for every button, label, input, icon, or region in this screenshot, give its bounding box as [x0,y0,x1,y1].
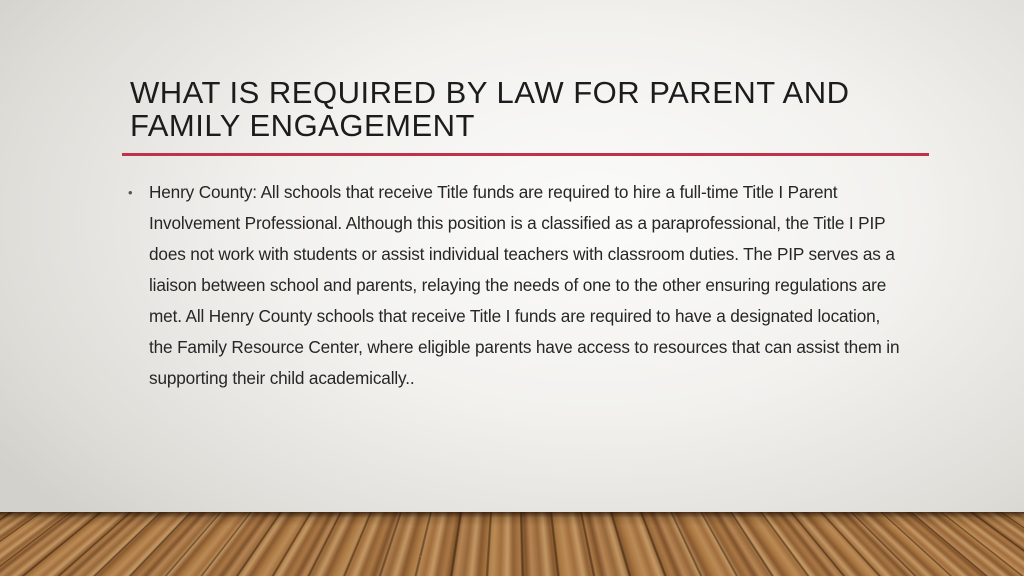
slide-title: WHAT IS REQUIRED BY LAW FOR PARENT AND FAMILY ENGAGEMENT [130,75,850,143]
title-underline [122,153,929,156]
bullet-list [128,177,908,394]
bullet-item [128,177,908,394]
bullet-icon: • [128,185,133,200]
bullet-text: Henry County: All schools that receive Title funds are required to hire a full-time Title I Parent Involvement Professional. Although this position is a classified as a paraprofessional, the Title I PIP does not work with students or assist individual teachers with classroom duties. The PIP serves as a liaison between school and parents, relaying the needs of one to the other ensuring regulations are met. All Henry County schools that receive Title I funds are required to have a designated location, the Family Resource Center, where eligible parents have access to resources that can assist them in supporting their child academically.. [149,182,900,388]
floor-wall-shadow [0,512,1024,526]
